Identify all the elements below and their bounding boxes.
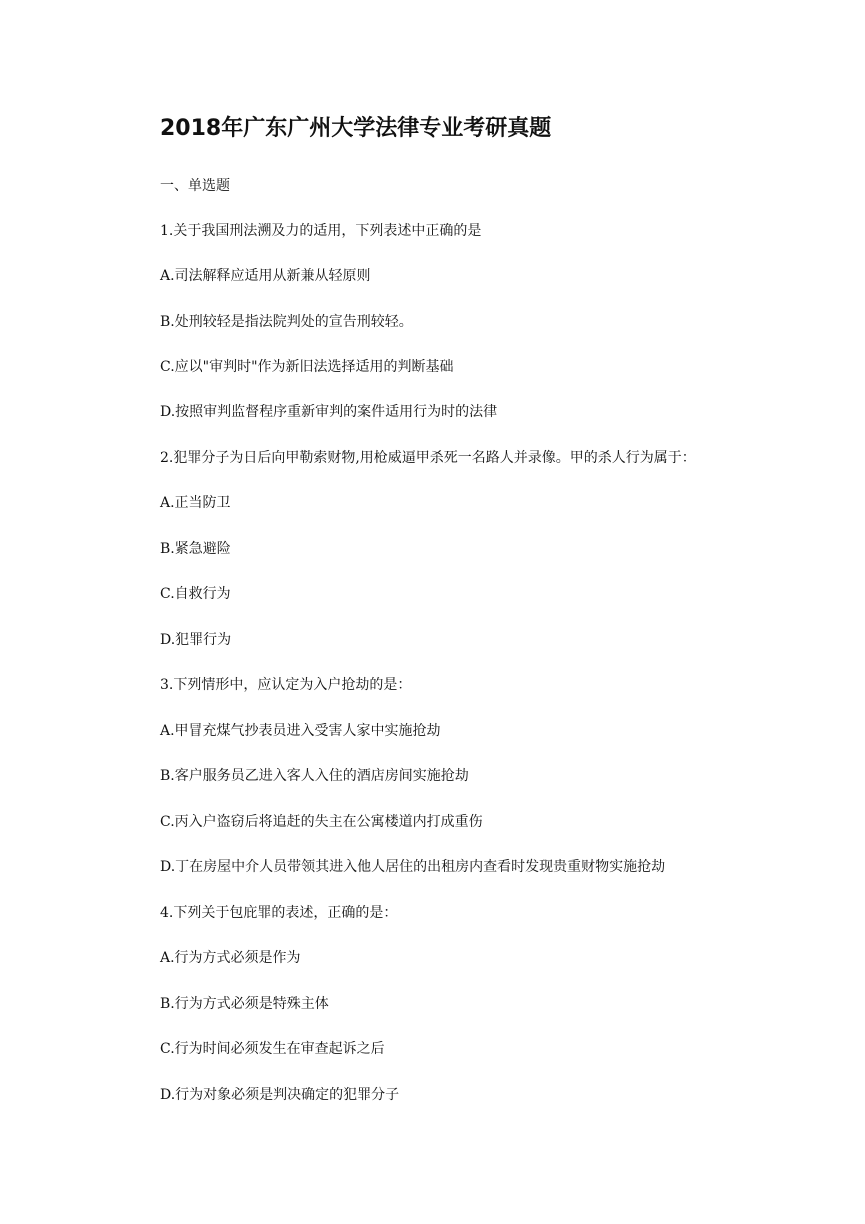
question-4-stem: 4.下列关于包庇罪的表述，正确的是：	[160, 905, 398, 921]
question-2-option-c: C.自救行为	[160, 586, 231, 602]
question-3-option-c: C.丙入户盗窃后将追赶的失主在公寓楼道内打成重伤	[160, 814, 483, 830]
question-1-option-b: B.处刑较轻是指法院判处的宣告刑较轻。	[160, 314, 413, 330]
question-1-stem: 1.关于我国刑法溯及力的适用，下列表述中正确的是	[160, 223, 482, 239]
section-heading: 一、单选题	[160, 178, 230, 194]
question-4-option-c: C.行为时间必须发生在审查起诉之后	[160, 1041, 385, 1057]
question-2-option-d: D.犯罪行为	[160, 632, 232, 648]
question-1-option-a: A.司法解释应适用从新兼从轻原则	[160, 268, 371, 284]
question-3-option-a: A.甲冒充煤气抄表员进入受害人家中实施抢劫	[160, 723, 441, 739]
question-4-option-a: A.行为方式必须是作为	[160, 950, 301, 966]
question-3-option-d: D.丁在房屋中介人员带领其进入他人居住的出租房内查看时发现贵重财物实施抢劫	[160, 859, 666, 875]
question-1-option-c: C.应以"审判时"作为新旧法选择适用的判断基础	[160, 359, 454, 375]
question-1-option-d: D.按照审判监督程序重新审判的案件适用行为时的法律	[160, 404, 498, 420]
question-2-option-a: A.正当防卫	[160, 495, 231, 511]
question-3-stem: 3.下列情形中，应认定为入户抢劫的是：	[160, 677, 412, 693]
question-2-stem: 2.犯罪分子为日后向甲勒索财物,用枪威逼甲杀死一名路人并录像。甲的杀人行为属于：	[160, 450, 696, 466]
question-2-option-b: B.紧急避险	[160, 541, 231, 557]
question-4-option-d: D.行为对象必须是判决确定的犯罪分子	[160, 1087, 400, 1103]
question-3-option-b: B.客户服务员乙进入客人入住的酒店房间实施抢劫	[160, 768, 469, 784]
page-title: 2018年广东广州大学法律专业考研真题	[160, 116, 552, 141]
question-4-option-b: B.行为方式必须是特殊主体	[160, 996, 329, 1012]
